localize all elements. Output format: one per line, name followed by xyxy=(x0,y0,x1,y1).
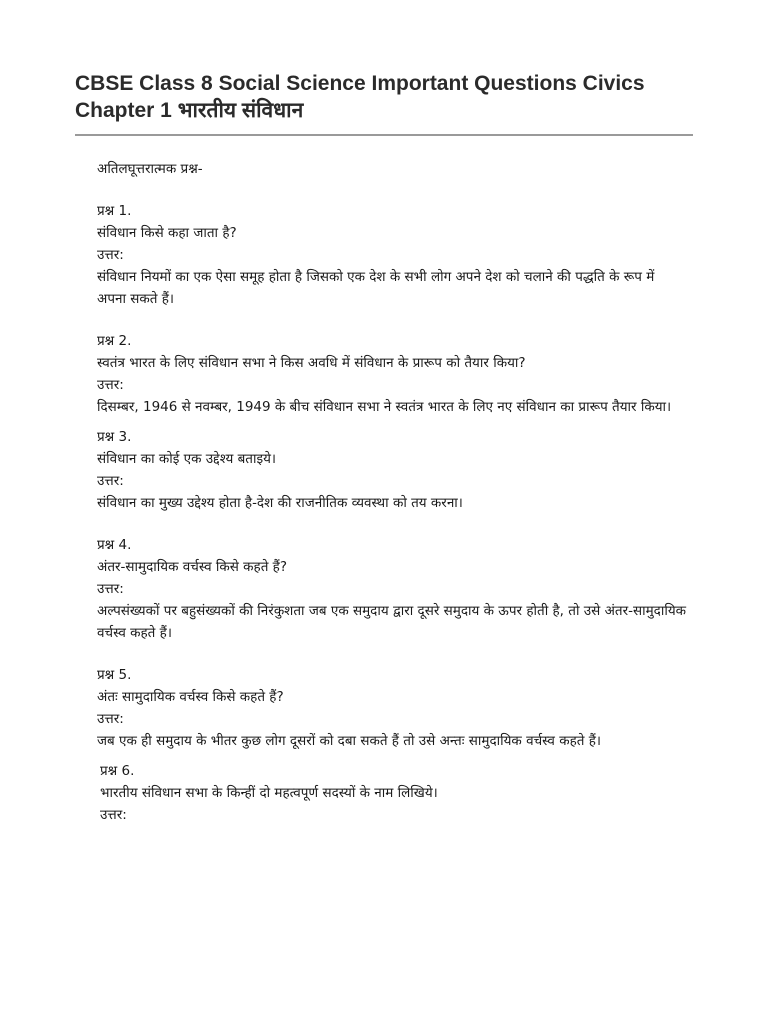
answer-label: उत्तर: xyxy=(97,473,124,489)
question-label: प्रश्न 2. xyxy=(97,333,132,349)
answer-text: संविधान नियमों का एक ऐसा समूह होता है जिसको एक देश के सभी लोग अपने देश को चलाने की पद्धति के रूप में अपना सकते हैं। xyxy=(97,269,655,307)
document-body xyxy=(97,158,687,846)
question-text: स्वतंत्र भारत के लिए संविधान सभा ने किस अवधि में संविधान के प्रारूप को तैयार किया? xyxy=(97,355,526,371)
answer-label: उत्तर: xyxy=(97,377,124,393)
answer-text: संविधान का मुख्य उद्देश्य होता है-देश की राजनीतिक व्यवस्था को तय करना। xyxy=(97,495,463,511)
answer-label: उत्तर: xyxy=(100,807,127,823)
answer-text: अल्पसंख्यकों पर बहुसंख्यकों की निरंकुशता जब एक समुदाय द्वारा दूसरे समुदाय के ऊपर होती है, तो उसे अंतर-सामुदायिक वर्चस्व कहते हैं। xyxy=(97,603,687,641)
question-block-1 xyxy=(97,200,687,310)
question-block-4 xyxy=(97,534,687,644)
question-text: संविधान किसे कहा जाता है? xyxy=(97,225,237,241)
question-label: प्रश्न 1. xyxy=(97,203,132,219)
answer-label: उत्तर: xyxy=(97,247,124,263)
question-text: अंतः सामुदायिक वर्चस्व किसे कहते हैं? xyxy=(97,689,284,705)
answer-text: दिसम्बर, 1946 से नवम्बर, 1949 के बीच संविधान सभा ने स्वतंत्र भारत के लिए नए संविधान का प्रारूप तैयार किया। xyxy=(97,399,672,415)
question-label: प्रश्न 5. xyxy=(97,667,132,683)
question-block-2 xyxy=(97,330,687,418)
answer-label: उत्तर: xyxy=(97,711,124,727)
question-text: भारतीय संविधान सभा के किन्हीं दो महत्वपूर्ण सदस्यों के नाम लिखिये। xyxy=(100,785,438,801)
question-label: प्रश्न 6. xyxy=(100,763,135,779)
question-block-6 xyxy=(97,760,687,826)
question-text: संविधान का कोई एक उद्देश्य बताइये। xyxy=(97,451,277,467)
answer-text: जब एक ही समुदाय के भीतर कुछ लोग दूसरों को दबा सकते हैं तो उसे अन्तः सामुदायिक वर्चस्व कहते हैं। xyxy=(97,733,602,749)
question-block-3 xyxy=(97,426,687,514)
title-divider xyxy=(75,134,693,136)
question-label: प्रश्न 3. xyxy=(97,429,132,445)
question-label: प्रश्न 4. xyxy=(97,537,132,553)
question-text: अंतर-सामुदायिक वर्चस्व किसे कहते हैं? xyxy=(97,559,288,575)
section-heading: अतिलघूत्तरात्मक प्रश्न- xyxy=(97,161,203,177)
answer-label: उत्तर: xyxy=(97,581,124,597)
page-title: CBSE Class 8 Social Science Important Questions Civics Chapter 1 भारतीय संविधान xyxy=(75,72,645,122)
question-block-5 xyxy=(97,664,687,752)
